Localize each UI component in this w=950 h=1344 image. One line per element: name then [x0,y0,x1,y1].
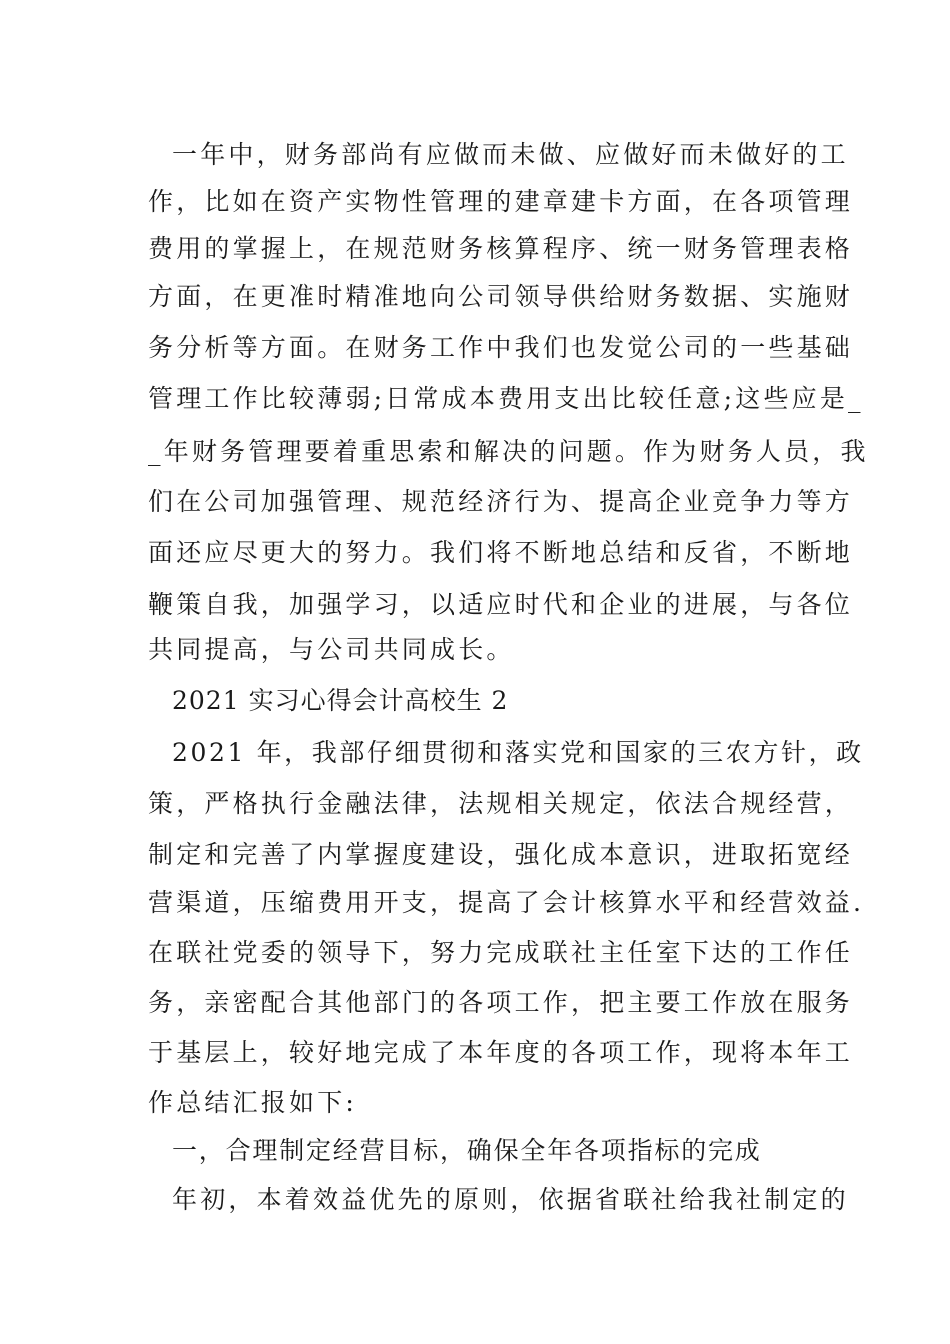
paragraph-1-line-3: 费用的掌握上，在规范财务核算程序、统一财务管理表格 [148,234,854,263]
paragraph-1-line-7: _年财务管理要着重思索和解决的问题。作为财务人员，我 [148,437,869,466]
subheading: 一，合理制定经营目标，确保全年各项指标的完成 [172,1136,762,1165]
paragraph-3-line-1: 年初，本着效益优先的原则，依据省联社给我社制定的 [172,1185,849,1214]
paragraph-2-line-4: 营渠道，压缩费用开支，提高了会计核算水平和经营效益. [148,888,865,917]
paragraph-2-line-3: 制定和完善了内掌握度建设，强化成本意识，进取拓宽经 [148,840,854,869]
paragraph-1-line-11: 共同提高，与公司共同成长。 [148,635,515,664]
paragraph-1-line-10: 鞭策自我，加强学习，以适应时代和企业的进展，与各位 [148,590,854,619]
paragraph-2-line-8: 作总结汇报如下: [148,1088,358,1117]
paragraph-1-line-9: 面还应尽更大的努力。我们将不断地总结和反省，不断地 [148,538,854,567]
paragraph-2-line-2: 策，严格执行金融法律，法规相关规定，依法合规经营， [148,789,854,818]
paragraph-1-line-6: 管理工作比较薄弱;日常成本费用支出比较任意;这些应是_ [148,384,864,413]
paragraph-1-line-5: 务分析等方面。在财务工作中我们也发觉公司的一些基础 [148,333,854,362]
paragraph-2-line-6: 务，亲密配合其他部门的各项工作，把主要工作放在服务 [148,988,854,1017]
paragraph-2-line-1: 2021 年，我部仔细贯彻和落实党和国家的三农方针，政 [172,738,864,767]
paragraph-1-line-4: 方面，在更准时精准地向公司领导供给财务数据、实施财 [148,282,854,311]
section-title: 2021 实习心得会计高校生 2 [172,686,509,715]
paragraph-1-line-2: 作，比如在资产实物性管理的建章建卡方面，在各项管理 [148,187,854,216]
paragraph-2-line-5: 在联社党委的领导下，努力完成联社主任室下达的工作任 [148,938,854,967]
paragraph-1-line-1: 一年中，财务部尚有应做而未做、应做好而未做好的工 [172,140,849,169]
paragraph-2-line-7: 于基层上，较好地完成了本年度的各项工作，现将本年工 [148,1038,854,1067]
paragraph-1-line-8: 们在公司加强管理、规范经济行为、提高企业竞争力等方 [148,487,854,516]
